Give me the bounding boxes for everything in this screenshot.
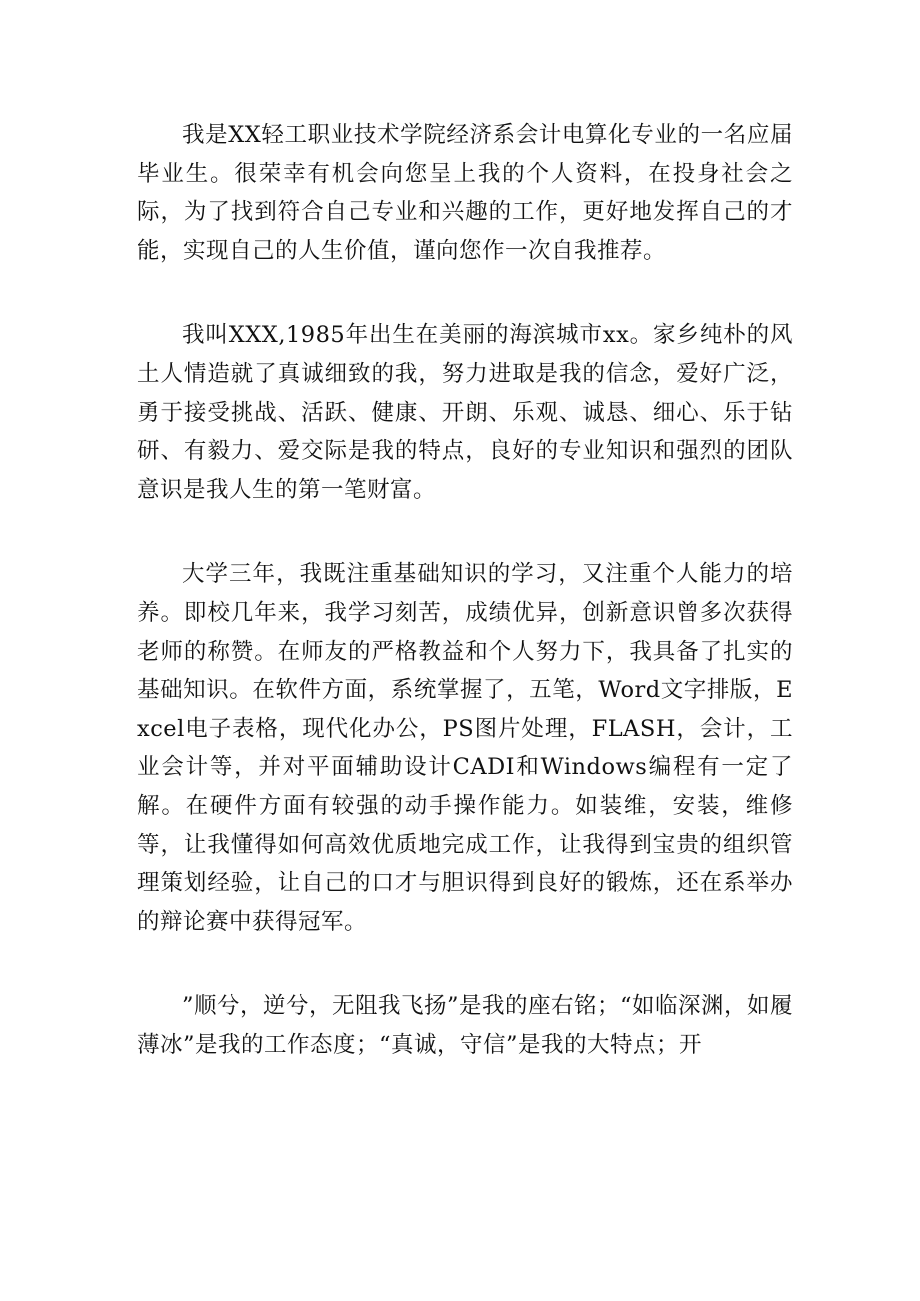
- paragraph-motto: ”顺兮，逆兮，无阻我飞扬”是我的座右铭；“如临深渊，如履薄冰”是我的工作态度；“真诚，守信”是我的大特点；开: [137, 993, 794, 1058]
- paragraph-personal-background: 我叫XXX,1985年出生在美丽的海滨城市xx。家乡纯朴的风土人情造就了真诚细致的我，努力进取是我的信念，爱好广泛，勇于接受挑战、活跃、健康、开朗、乐观、诚恳、细心、乐于钻研、有毅力、爱交际是我的特点，良好的专业知识和强烈的团队意识是我人生的第一笔财富。: [137, 322, 793, 503]
- document-body: [137, 116, 793, 1064]
- paragraph-introduction: 我是XX轻工职业技术学院经济系会计电算化专业的一名应届毕业生。很荣幸有机会向您呈上我的个人资料，在投身社会之际，为了找到符合自己专业和兴趣的工作，更好地发挥自己的才能，实现自己的人生价值，谨向您作一次自我推荐。: [137, 122, 793, 264]
- paragraph-education-skills: 大学三年，我既注重基础知识的学习，又注重个人能力的培养。即校几年来，我学习刻苦，成绩优异，创新意识曾多次获得老师的称赞。在师友的严格教益和个人努力下，我具备了扎实的基础知识。在软件方面，系统掌握了，五笔，Word文字排版，Excel电子表格，现代化办公，PS图片处理，FLASH，会计，工业会计等，并对平面辅助设计CADI和Windows编程有一定了解。在硬件方面有较强的动手操作能力。如装维，安装，维修等，让我懂得如何高效优质地完成工作，让我得到宝贵的组织管理策划经验，让自己的口才与胆识得到良好的锻炼，还在系举办的辩论赛中获得冠军。: [137, 561, 793, 935]
